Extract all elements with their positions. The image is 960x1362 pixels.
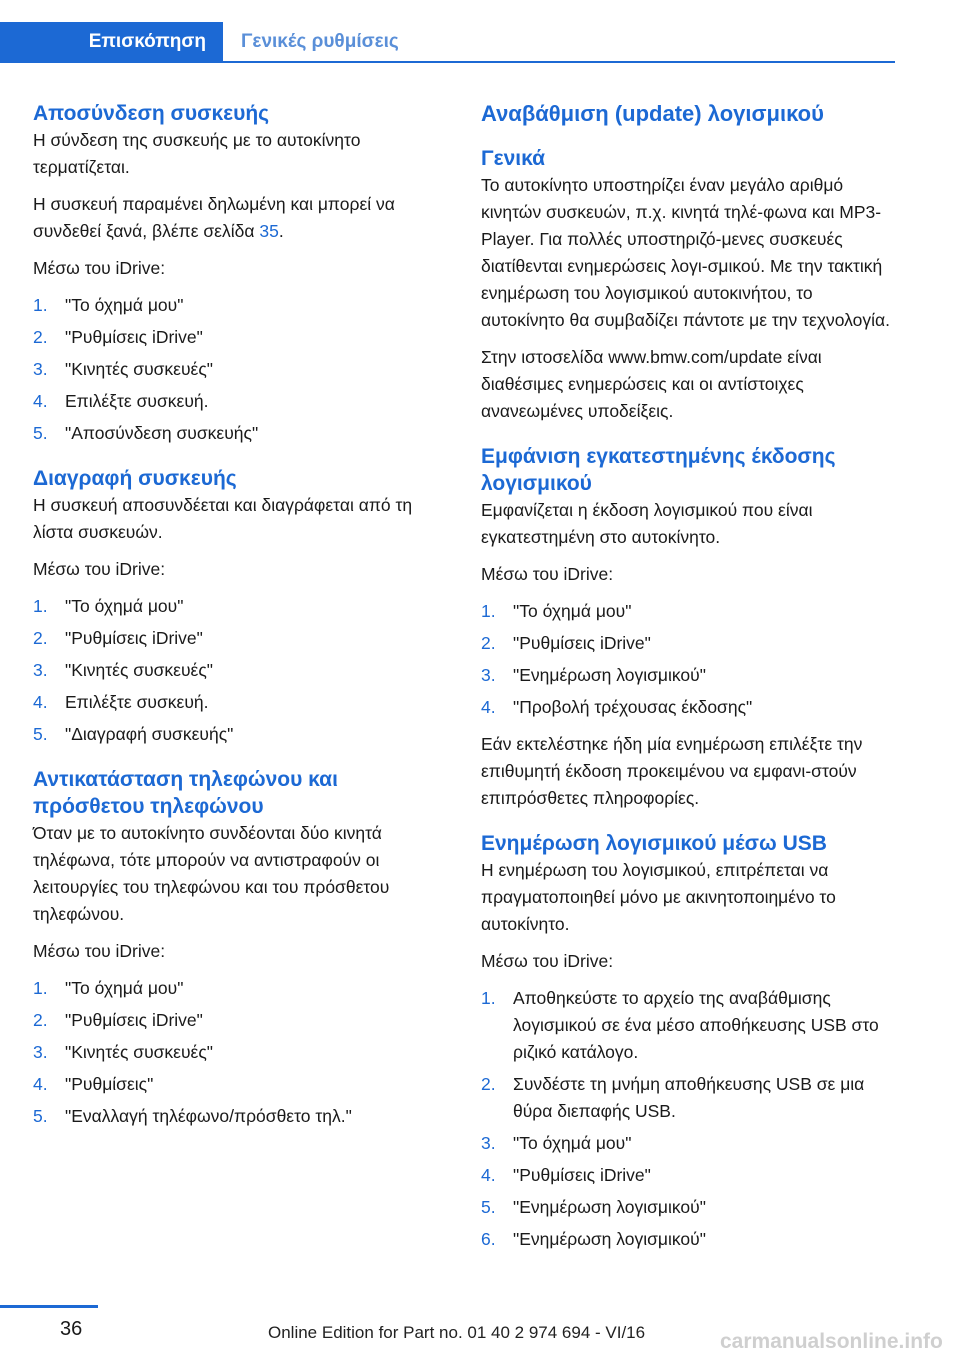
left-column bbox=[33, 100, 453, 1140]
paragraph: Η σύνδεση της συσκευής με το αυτοκίνητο τερματίζεται. bbox=[33, 130, 361, 177]
list-item: 3. "Ενημέρωση λογισμικού" bbox=[481, 665, 706, 685]
list-item: 5. "Εναλλαγή τηλέφωνο/πρόσθετο τηλ." bbox=[33, 1106, 352, 1126]
header-rule bbox=[0, 61, 895, 63]
list-item: 2. "Ρυθμίσεις iDrive" bbox=[33, 628, 203, 648]
footer-rule bbox=[0, 1305, 98, 1308]
via-idrive: Μέσω του iDrive: bbox=[481, 951, 614, 971]
paragraph: Εμφανίζεται η έκδοση λογισμικού που είναι εγκατεστημένη στο αυτοκίνητο. bbox=[481, 500, 813, 547]
list-item: 1. "Το όχημά μου" bbox=[33, 978, 184, 998]
section-delete-device bbox=[33, 465, 453, 748]
list-item: 2. "Ρυθμίσεις iDrive" bbox=[33, 327, 203, 347]
section-title: Γενικά bbox=[481, 147, 546, 170]
paragraph: Η συσκευή αποσυνδέεται και διαγράφεται από τη λίστα συσκευών. bbox=[33, 495, 413, 542]
list-item: 3. "Κινητές συσκευές" bbox=[33, 660, 214, 680]
list-item: 5. "Διαγραφή συσκευής" bbox=[33, 724, 234, 744]
section-swap-phone bbox=[33, 766, 453, 1130]
tab-general-settings[interactable]: Γενικές ρυθμίσεις bbox=[241, 31, 399, 52]
steps-list bbox=[33, 292, 453, 447]
paragraph: Όταν με το αυτοκίνητο συνδέονται δύο κινητά τηλέφωνα, τότε μπορούν να αντιστραφούν οι λειτουργίες του τηλεφώνου και του πρόσθετου τηλεφώνου. bbox=[33, 823, 390, 924]
list-item: 1. Αποθηκεύστε το αρχείο της αναβάθμισης λογισμικού σε ένα μέσο αποθήκευσης USB στο ριζικό κατάλογο. bbox=[481, 988, 879, 1062]
list-item: 1. "Το όχημά μου" bbox=[33, 596, 184, 616]
list-item: 6. "Ενημέρωση λογισμικού" bbox=[481, 1229, 706, 1249]
edition-text: Online Edition for Part no. 01 40 2 974 694 - VI/16 bbox=[268, 1323, 646, 1342]
list-item: 2. Συνδέστε τη μνήμη αποθήκευσης USB σε μια θύρα διεπαφής USB. bbox=[481, 1074, 865, 1121]
list-item: 3. "Το όχημά μου" bbox=[481, 1133, 632, 1153]
list-item: 4. "Προβολή τρέχουσας έκδοσης" bbox=[481, 697, 753, 717]
section-general bbox=[481, 145, 901, 425]
section-title: Εμφάνιση εγκατεστημένης έκδοσης λογισμικού bbox=[481, 445, 836, 495]
watermark: carmanualsonline.info bbox=[720, 1330, 943, 1353]
page-link[interactable]: 35 bbox=[259, 221, 279, 241]
section-title: Αντικατάσταση τηλεφώνου και πρόσθετου τηλεφώνου bbox=[33, 768, 338, 818]
via-idrive: Μέσω του iDrive: bbox=[33, 941, 166, 961]
via-idrive: Μέσω του iDrive: bbox=[33, 258, 166, 278]
list-item: 5. "Ενημέρωση λογισμικού" bbox=[481, 1197, 706, 1217]
section-show-version bbox=[481, 443, 901, 812]
steps-list bbox=[481, 598, 901, 721]
list-item: 2. "Ρυθμίσεις iDrive" bbox=[33, 1010, 203, 1030]
steps-list bbox=[33, 975, 453, 1130]
steps-list bbox=[33, 593, 453, 748]
paragraph: Η ενημέρωση του λογισμικού, επιτρέπεται να πραγματοποιηθεί μόνο με ακινητοποιημένο το αυτοκίνητο. bbox=[481, 860, 836, 934]
list-item: 4. "Ρυθμίσεις iDrive" bbox=[481, 1165, 651, 1185]
section-title: Ενημέρωση λογισμικού μέσω USB bbox=[481, 832, 827, 855]
steps-list bbox=[481, 985, 901, 1253]
via-idrive: Μέσω του iDrive: bbox=[481, 564, 614, 584]
paragraph: Στην ιστοσελίδα www.bmw.com/update είναι διαθέσιμες ενημερώσεις και οι αντίστοιχες ανανεωμένες υποδείξεις. bbox=[481, 347, 822, 421]
paragraph: Εάν εκτελέστηκε ήδη μία ενημέρωση επιλέξτε την επιθυμητή έκδοση προκειμένου να εμφανι‐στούν επιπρόσθετες πληροφορίες. bbox=[481, 734, 863, 808]
paragraph: Το αυτοκίνητο υποστηρίζει έναν μεγάλο αριθμό κινητών συσκευών, π.χ. κινητά τηλέ‐φωνα και MP3-Player. Για πολλές υποστηριζό‐μενες συσκευές διατίθενται ενημερώσεις λογι‐σμικού. Με την τακτική ενημέρωση του λογισμικού αυτοκινήτου, το αυτοκίνητο θα συμβαδίζει πάντοτε με την τεχνολογία. bbox=[481, 175, 891, 330]
list-item: 4. Επιλέξτε συσκευή. bbox=[33, 391, 209, 411]
list-item: 4. Επιλέξτε συσκευή. bbox=[33, 692, 209, 712]
list-item: 2. "Ρυθμίσεις iDrive" bbox=[481, 633, 651, 653]
list-item: 5. "Αποσύνδεση συσκευής" bbox=[33, 423, 259, 443]
list-item: 3. "Κινητές συσκευές" bbox=[33, 359, 214, 379]
main-title: Αναβάθμιση (update) λογισμικού bbox=[481, 101, 824, 126]
section-title: Διαγραφή συσκευής bbox=[33, 467, 237, 490]
via-idrive: Μέσω του iDrive: bbox=[33, 559, 166, 579]
list-item: 4. "Ρυθμίσεις" bbox=[33, 1074, 154, 1094]
section-usb-update bbox=[481, 830, 901, 1253]
paragraph: Η συσκευή παραμένει δηλωμένη και μπορεί να συνδεθεί ξανά, βλέπε σελίδα 35. bbox=[33, 194, 395, 241]
section-disconnect-device bbox=[33, 100, 453, 447]
tab-overview[interactable]: Επισκόπηση bbox=[0, 22, 223, 62]
right-column bbox=[481, 100, 901, 1263]
list-item: 3. "Κινητές συσκευές" bbox=[33, 1042, 214, 1062]
list-item: 1. "Το όχημά μου" bbox=[33, 295, 184, 315]
page-header bbox=[0, 22, 895, 62]
list-item: 1. "Το όχημά μου" bbox=[481, 601, 632, 621]
section-title: Αποσύνδεση συσκευής bbox=[33, 102, 270, 125]
page-number: 36 bbox=[60, 1318, 83, 1340]
